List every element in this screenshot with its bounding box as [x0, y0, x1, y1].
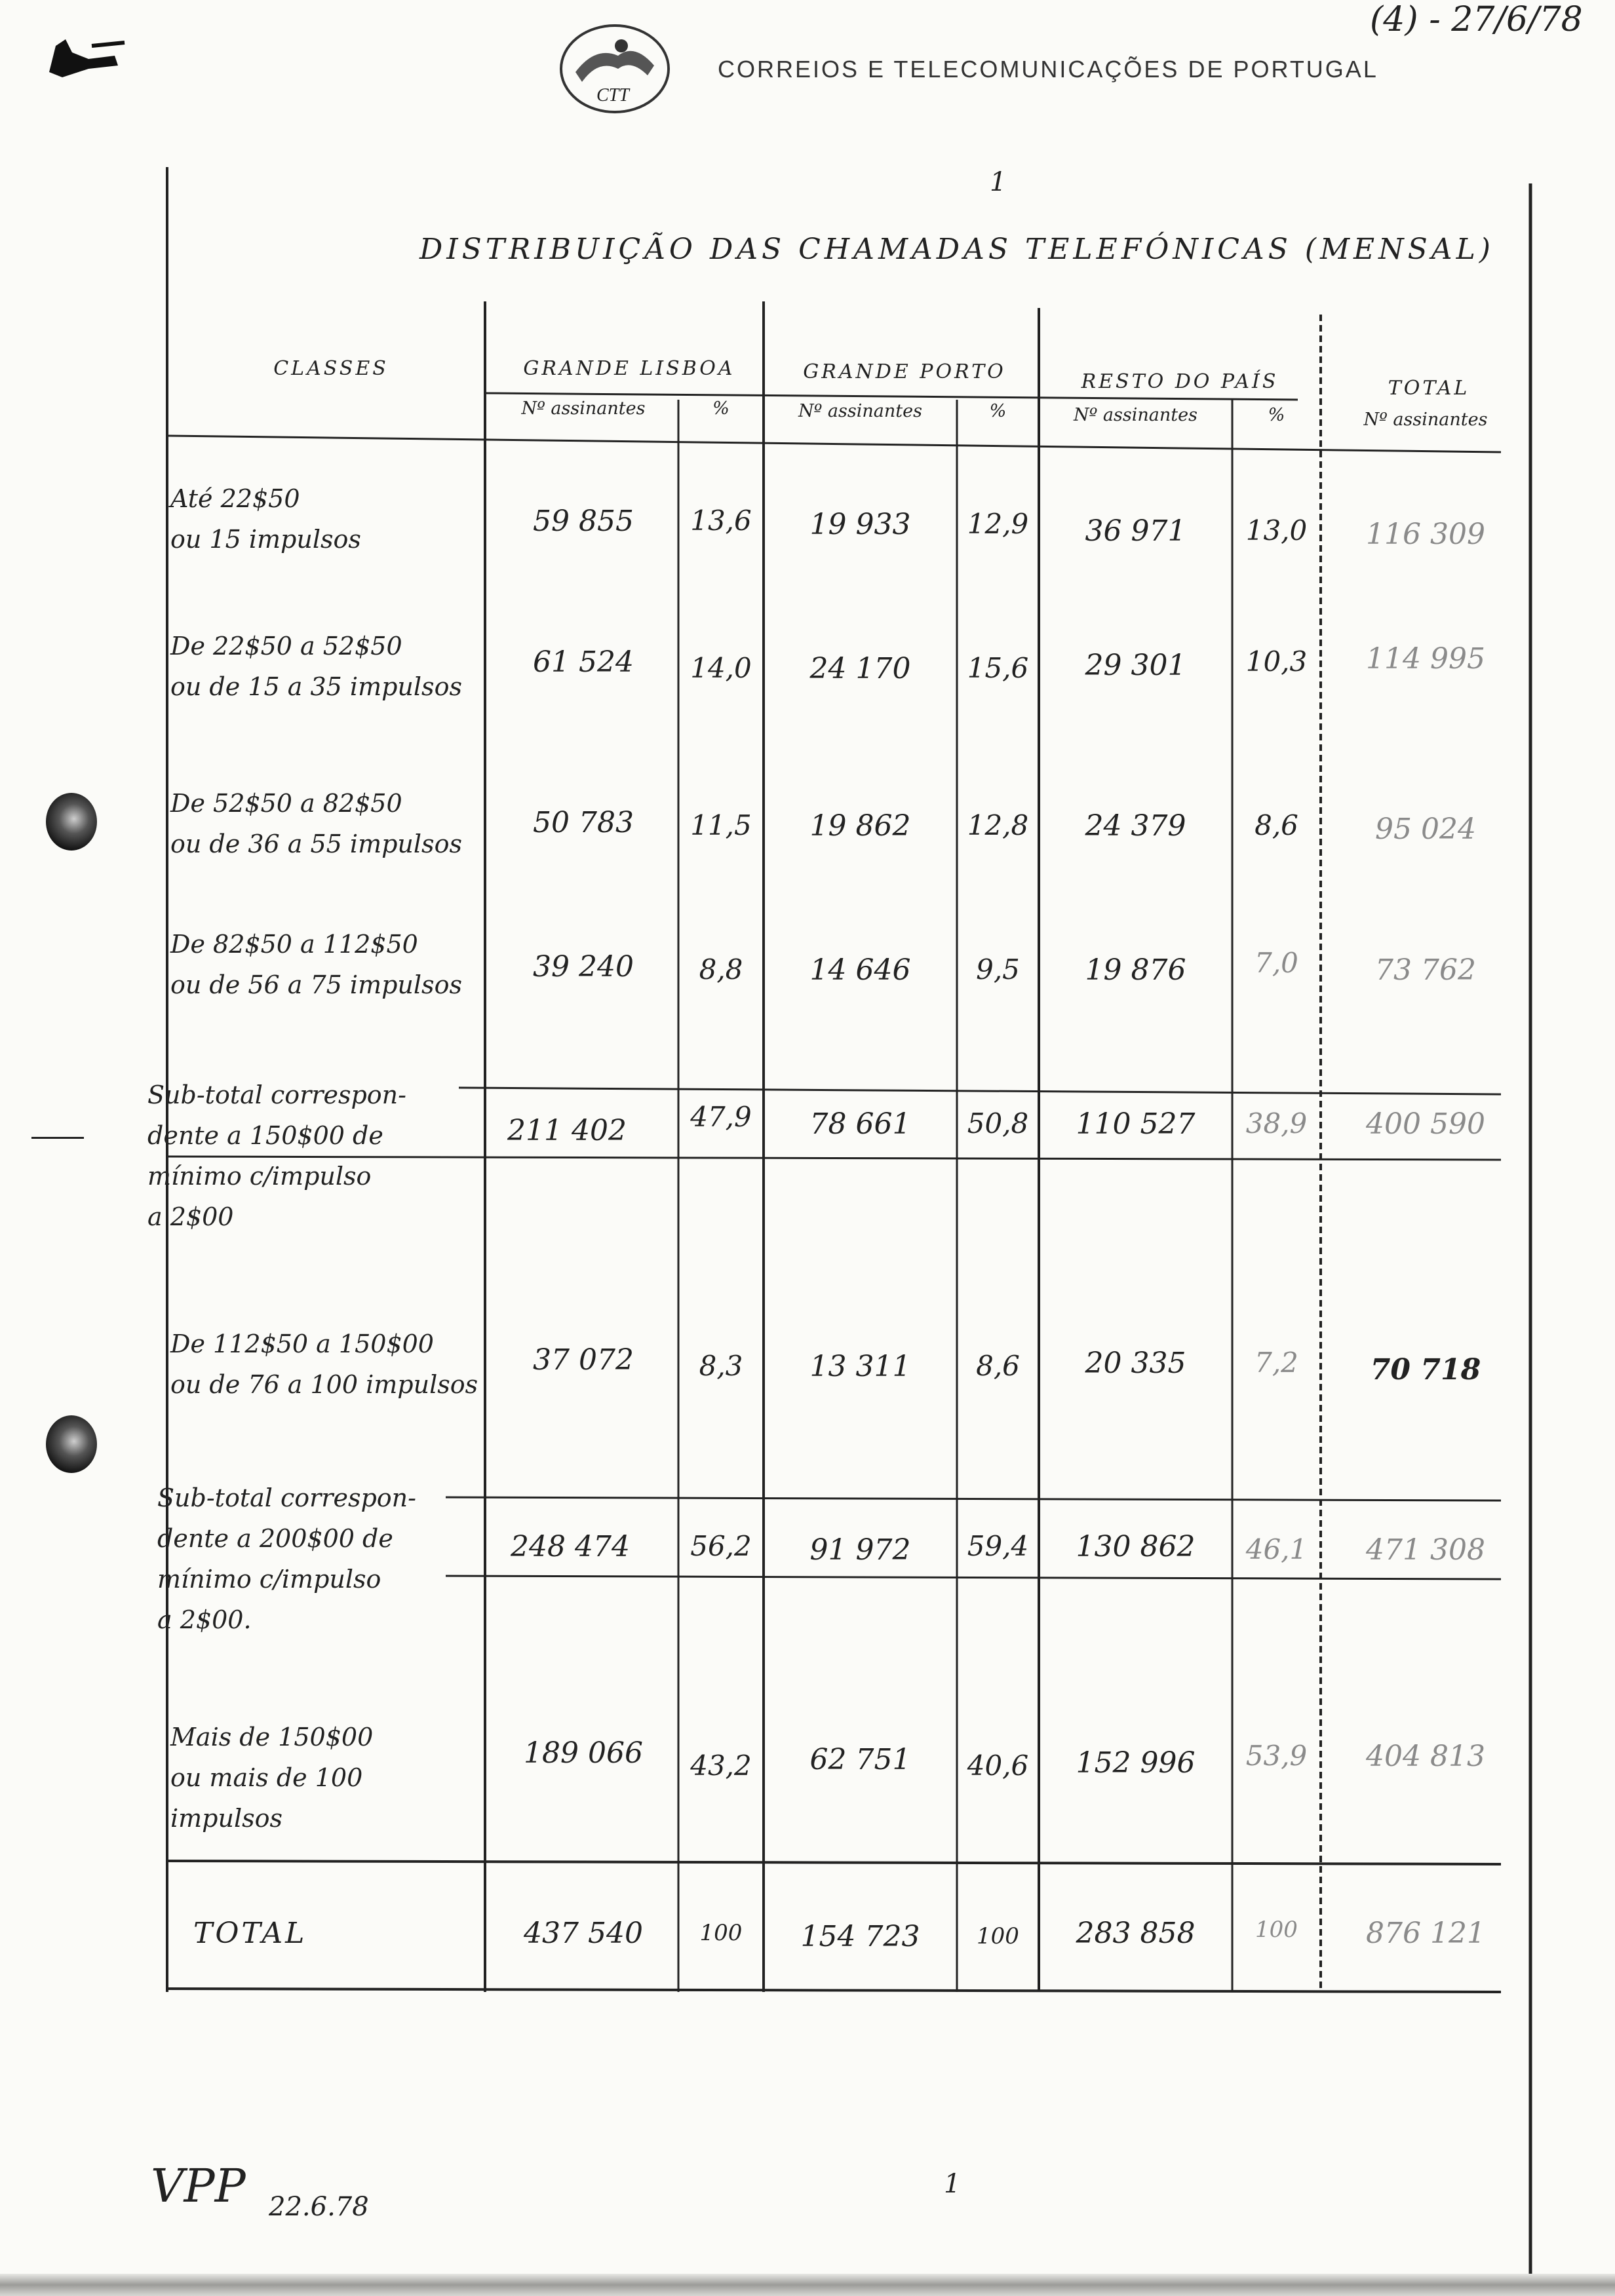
porto-pct: 12,8	[967, 809, 1029, 841]
lisboa-assinantes: 211 402	[507, 1114, 627, 1147]
total-assinantes: 95 024	[1375, 813, 1476, 846]
resto-pct: 38,9	[1245, 1107, 1308, 1139]
organization-name: CORREIOS E TELECOMUNICAÇÕES DE PORTUGAL	[718, 56, 1378, 83]
lisboa-assinantes: 61 524	[533, 645, 634, 679]
porto-pct: 15,6	[967, 652, 1029, 684]
resto-pct: 53,9	[1245, 1740, 1308, 1772]
lisboa-pct: 43,2	[690, 1750, 752, 1782]
porto-pct: 59,4	[967, 1530, 1029, 1562]
resto-pct: 46,1	[1245, 1533, 1308, 1565]
row-label	[170, 626, 478, 707]
lisboa-pct: 14,0	[690, 652, 752, 684]
label-line: Sub-total correspon-	[147, 1081, 406, 1109]
footer-page-mark: 1	[944, 2169, 961, 2199]
porto-assinantes: 13 311	[809, 1350, 911, 1383]
total-assinantes: 876 121	[1366, 1917, 1485, 1950]
sub-resto-pct: %	[1268, 405, 1285, 425]
label-line: Até 22$50	[170, 484, 300, 513]
resto-assinantes: 19 876	[1085, 953, 1186, 987]
resto-pct: 10,3	[1245, 645, 1308, 678]
porto-pct: 40,6	[967, 1750, 1029, 1782]
resto-assinantes: 110 527	[1076, 1107, 1196, 1141]
total-assinantes: 400 590	[1366, 1107, 1485, 1141]
porto-assinantes: 19 862	[809, 809, 911, 843]
resto-assinantes: 29 301	[1085, 649, 1186, 682]
lisboa-pct: 13,6	[690, 505, 752, 537]
lisboa-assinantes: 189 066	[524, 1736, 643, 1770]
lisboa-assinantes: 50 783	[533, 806, 634, 839]
label-line: De 82$50 a 112$50	[170, 930, 418, 959]
resto-assinantes: 130 862	[1076, 1530, 1196, 1563]
header-grande-porto: GRANDE PORTO	[803, 360, 1006, 383]
signature-date: 22.6.78	[269, 2192, 369, 2222]
porto-pct: 9,5	[976, 953, 1020, 985]
page-mark: 1	[990, 167, 1007, 197]
lisboa-pct: 11,5	[690, 809, 752, 841]
resto-assinantes: 20 335	[1085, 1347, 1186, 1380]
sub-resto-assinantes: Nº assinantes	[1074, 405, 1197, 425]
label-line: dente a 200$00 de	[157, 1524, 393, 1553]
header-classes: CLASSES	[273, 357, 389, 380]
label-line: ou de 36 a 55 impulsos	[170, 830, 462, 858]
label-line: dente a 150$00 de	[147, 1121, 383, 1150]
resto-pct: 13,0	[1245, 514, 1308, 546]
total-assinantes: 114 995	[1366, 642, 1485, 676]
lisboa-assinantes: 248 474	[511, 1530, 630, 1563]
porto-assinantes: 78 661	[809, 1107, 911, 1141]
lisboa-assinantes: 37 072	[533, 1343, 634, 1377]
total-assinantes: 70 718	[1370, 1353, 1481, 1387]
row-label	[170, 1324, 478, 1405]
porto-assinantes: 19 933	[809, 508, 911, 541]
label-line: ou de 15 a 35 impulsos	[170, 672, 462, 701]
label-line: Sub-total correspon-	[157, 1483, 416, 1512]
header-resto-pais: RESTO DO PAÍS	[1081, 370, 1279, 393]
label-line: ou 15 impulsos	[170, 525, 361, 554]
scan-edge	[0, 2274, 1615, 2296]
reference-note: (4) - 27/6/78	[1370, 0, 1583, 39]
resto-pct: 7,0	[1255, 947, 1298, 979]
total-assinantes: 404 813	[1366, 1740, 1485, 1773]
total-assinantes: 73 762	[1375, 953, 1476, 987]
resto-assinantes: 283 858	[1076, 1917, 1196, 1950]
porto-assinantes: 24 170	[809, 652, 911, 685]
porto-assinantes: 154 723	[800, 1920, 920, 1953]
label-line: De 22$50 a 52$50	[170, 632, 402, 660]
lisboa-assinantes: 39 240	[533, 950, 634, 984]
label-line: Mais de 150$00	[170, 1723, 374, 1751]
label-line: ou mais de 100 impulsos	[170, 1763, 363, 1833]
resto-pct: 100	[1255, 1917, 1298, 1943]
label-line: TOTAL	[193, 1917, 307, 1950]
row-label-subtotal	[147, 1075, 456, 1237]
label-line: De 52$50 a 82$50	[170, 789, 402, 818]
resto-assinantes: 152 996	[1076, 1746, 1196, 1780]
lisboa-assinantes: 437 540	[524, 1917, 643, 1950]
row-label-total	[193, 1913, 469, 1954]
row-label	[170, 924, 478, 1005]
porto-pct: 8,6	[976, 1350, 1020, 1382]
sub-lisboa-pct: %	[712, 398, 730, 419]
label-line: a 2$00.	[157, 1605, 252, 1634]
row-label	[170, 783, 478, 864]
lisboa-pct: 100	[699, 1920, 743, 1946]
sub-porto-pct: %	[989, 401, 1007, 421]
sub-porto-assinantes: Nº assinantes	[798, 401, 922, 421]
resto-pct: 8,6	[1255, 809, 1298, 841]
total-assinantes: 116 309	[1366, 518, 1485, 551]
initials-signature: VPP	[151, 2159, 246, 2213]
row-label	[170, 1717, 478, 1839]
porto-pct: 12,9	[967, 508, 1029, 540]
label-line: mínimo c/impulso	[147, 1162, 372, 1191]
logo-text: CTT	[596, 85, 629, 105]
lisboa-pct: 8,8	[699, 953, 743, 985]
header-total: TOTAL	[1388, 377, 1470, 400]
page-title: DISTRIBUIÇÃO DAS CHAMADAS TELEFÓNICAS (MENSAL)	[419, 233, 1494, 266]
label-line: mínimo c/impulso	[157, 1565, 381, 1594]
label-line: ou de 56 a 75 impulsos	[170, 970, 462, 999]
resto-assinantes: 24 379	[1085, 809, 1186, 843]
total-assinantes: 471 308	[1366, 1533, 1485, 1567]
row-label-subtotal	[157, 1478, 465, 1640]
sub-total-assinantes: Nº assinantes	[1363, 410, 1488, 430]
lisboa-pct: 47,9	[690, 1101, 752, 1133]
porto-pct: 50,8	[967, 1107, 1029, 1139]
porto-pct: 100	[977, 1923, 1019, 1949]
sub-lisboa-assinantes: Nº assinantes	[521, 398, 646, 419]
porto-assinantes: 91 972	[809, 1533, 911, 1567]
label-line: ou de 76 a 100 impulsos	[170, 1370, 478, 1399]
label-line: De 112$50 a 150$00	[170, 1330, 434, 1358]
header-grande-lisboa: GRANDE LISBOA	[523, 357, 735, 380]
label-line: a 2$00	[147, 1202, 234, 1231]
resto-pct: 7,2	[1255, 1347, 1298, 1379]
lisboa-pct: 8,3	[699, 1350, 743, 1382]
resto-assinantes: 36 971	[1085, 514, 1186, 548]
row-label	[170, 478, 478, 560]
lisboa-pct: 56,2	[690, 1530, 752, 1562]
porto-assinantes: 62 751	[809, 1743, 911, 1776]
lisboa-assinantes: 59 855	[533, 505, 634, 538]
porto-assinantes: 14 646	[809, 953, 911, 987]
